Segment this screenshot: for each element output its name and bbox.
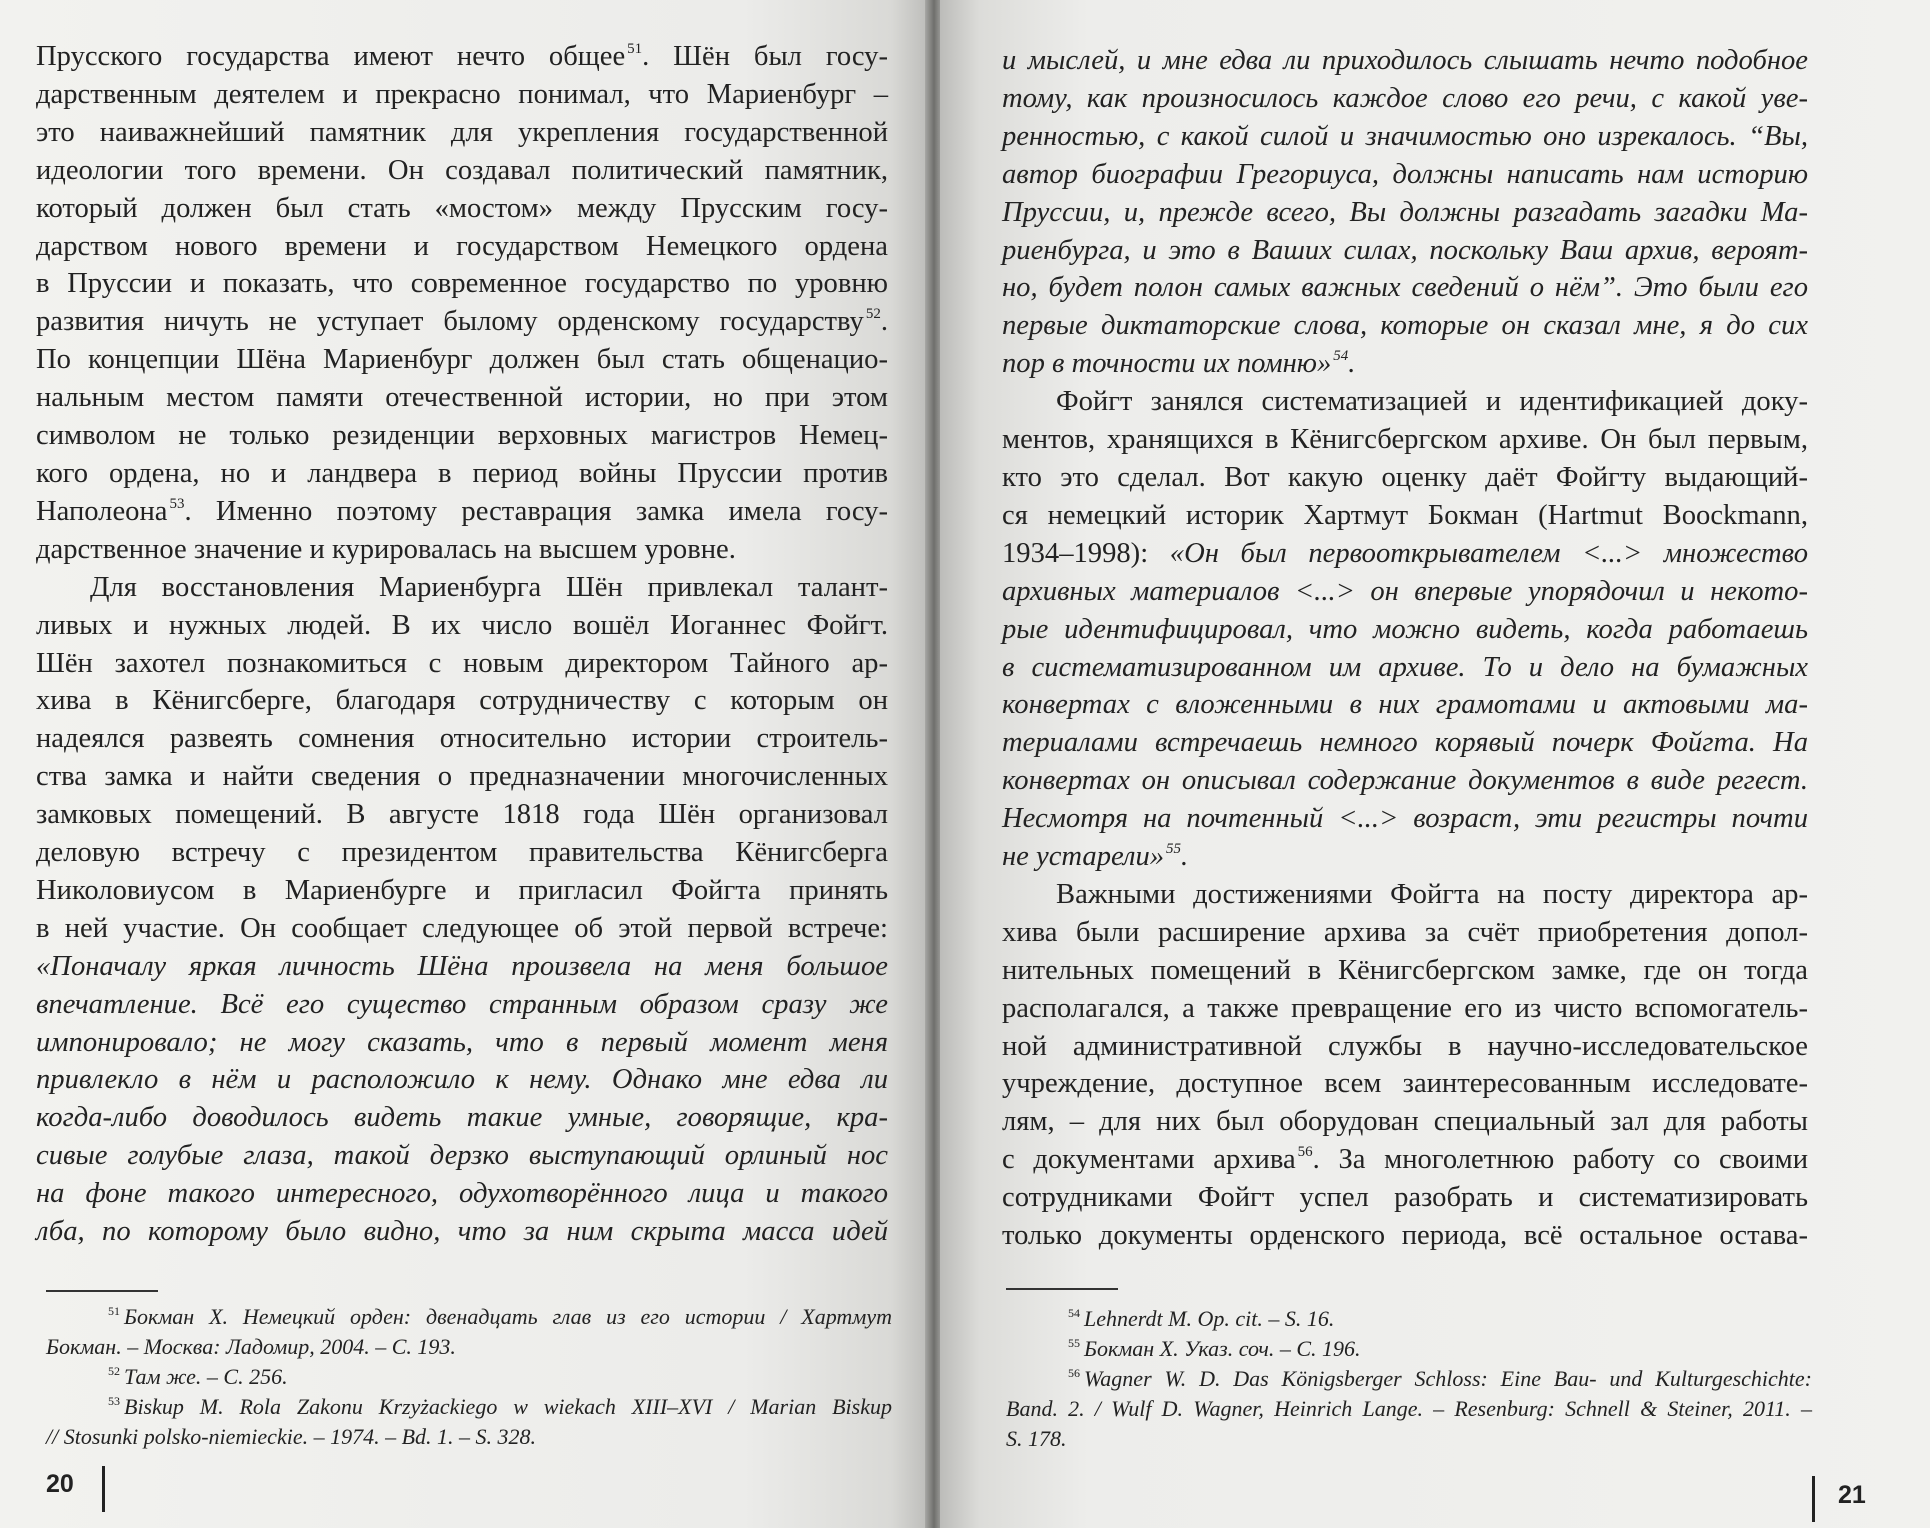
text-line bbox=[36, 76, 888, 114]
text-run: Wagner W. D. Das Königsberger Schloss: Eine Bau- und Kulturgeschichte: bbox=[1084, 1366, 1812, 1391]
text-run: Бокман Х. Немецкий орден: двенадцать глав из его истории / Хартмут bbox=[124, 1304, 892, 1329]
text-line bbox=[36, 114, 888, 152]
text-run: привлекло в нём и расположило к нему. Однако мне едва ли bbox=[36, 1064, 888, 1096]
right-footnotes bbox=[1006, 1304, 1812, 1454]
page-number: 21 bbox=[1838, 1481, 1866, 1509]
footnote-reference: 54 bbox=[1333, 348, 1349, 365]
footnote-rule bbox=[46, 1290, 158, 1292]
text-line bbox=[36, 531, 888, 569]
text-line bbox=[1002, 686, 1808, 724]
text-run: Прусского государства имеют нечто общее bbox=[36, 41, 626, 72]
text-run: Там же. – С. 256. bbox=[124, 1364, 288, 1389]
footnote-reference: 56 bbox=[1297, 1144, 1313, 1161]
text-line bbox=[36, 834, 888, 872]
text-run: и мыслей, и мне едва ли приходилось слышать нечто подобное bbox=[1002, 45, 1808, 76]
text-run: развития ничуть не уступает былому орденскому государству bbox=[36, 306, 864, 338]
text-run: Шён захотел познакомиться с новым директором Тайного ар- bbox=[36, 647, 888, 679]
text-run: Бокман. – Москва: Ладомир, 2004. – С. 193. bbox=[46, 1334, 456, 1359]
text-line bbox=[36, 796, 888, 834]
text-line bbox=[1002, 80, 1808, 118]
text-run: 1934–1998): bbox=[1002, 537, 1170, 569]
footnote-line bbox=[46, 1362, 892, 1392]
text-line bbox=[36, 38, 888, 76]
text-run: не устарели» bbox=[1002, 841, 1165, 873]
text-line bbox=[1002, 800, 1808, 838]
text-line bbox=[1002, 914, 1808, 952]
text-run: дарственным деятелем и прекрасно понимал, что Мариенбург – bbox=[36, 78, 888, 110]
text-line bbox=[1002, 573, 1808, 611]
text-run: . Шён был госу- bbox=[642, 41, 888, 72]
text-run: идеологии того времени. Он создавал политический памятник, bbox=[36, 154, 888, 186]
text-run: . Именно поэтому реставрация замка имела госу- bbox=[184, 495, 888, 527]
text-line bbox=[36, 1061, 888, 1099]
footnote-rule bbox=[1006, 1288, 1118, 1290]
text-line bbox=[1002, 952, 1808, 990]
footnote-marker: 56 bbox=[1068, 1366, 1080, 1380]
text-line bbox=[1002, 535, 1808, 573]
text-line bbox=[36, 493, 888, 531]
footnote-line bbox=[1006, 1304, 1812, 1334]
text-line bbox=[36, 228, 888, 266]
text-run: замковых помещений. В августе 1818 года Шён организовал bbox=[36, 799, 888, 831]
text-run: располагался, а также превращение его из чисто вспомогатель- bbox=[1002, 992, 1808, 1024]
text-run: дарственное значение и курировалась на высшем уровне. bbox=[36, 533, 736, 565]
text-run: который должен был стать «мостом» между Прусским госу- bbox=[36, 192, 888, 224]
text-run: впечатление. Всё его существо странным образом сразу же bbox=[36, 988, 888, 1020]
text-run: когда-либо доводилось видеть такие умные, говорящие, кра- bbox=[36, 1102, 888, 1134]
left-page bbox=[0, 0, 928, 1528]
text-run: дарством нового времени и государством Немецкого ордена bbox=[36, 230, 888, 262]
text-run: в ней участие. Он сообщает следующее об этой первой встрече: bbox=[36, 912, 888, 944]
text-run: это наиважнейший памятник для укрепления государственной bbox=[36, 116, 888, 148]
text-run: ства замка и найти сведения о предназначении многочисленных bbox=[36, 761, 888, 793]
right-body-text bbox=[1002, 42, 1808, 1255]
text-line bbox=[36, 948, 888, 986]
footnote-line bbox=[1006, 1334, 1812, 1364]
footnote-line bbox=[46, 1332, 892, 1362]
text-line bbox=[1002, 42, 1808, 80]
footnote-marker: 51 bbox=[108, 1304, 120, 1318]
text-line bbox=[36, 910, 888, 948]
text-run: конвертах с вложенными в них грамотами и актовыми ма- bbox=[1002, 689, 1808, 721]
text-run: ливых и нужных людей. В их число вошёл Иоганнес Фойгт. bbox=[36, 609, 888, 641]
text-line bbox=[1002, 1217, 1808, 1255]
text-line bbox=[36, 645, 888, 683]
text-line bbox=[36, 758, 888, 796]
text-line bbox=[1002, 876, 1808, 914]
text-run: лям, – для них был оборудован специальный зал для работы bbox=[1002, 1106, 1808, 1138]
text-run: ренностью, с какой силой и значимостью оно изрекалось. “Вы, bbox=[1002, 120, 1808, 152]
text-line bbox=[36, 417, 888, 455]
text-run: деловую встречу с президентом правительства Кёнигсберга bbox=[36, 837, 888, 869]
text-run: сивые голубые глаза, такой дерзко выступающий орлиный нос bbox=[36, 1140, 888, 1172]
text-run: хива в Кёнигсберге, благодаря сотрудничеству с которым он bbox=[36, 685, 888, 717]
text-line bbox=[1002, 1141, 1808, 1179]
text-line bbox=[36, 1137, 888, 1175]
text-run: . bbox=[1181, 841, 1189, 873]
text-line bbox=[36, 607, 888, 645]
text-line bbox=[36, 190, 888, 228]
text-run: риенбурга, и это в Ваших силах, поскольку Ваш архив, вероят- bbox=[1002, 234, 1808, 266]
footnote-line bbox=[46, 1392, 892, 1422]
text-line bbox=[36, 265, 888, 303]
text-line bbox=[36, 1175, 888, 1213]
footnote-line bbox=[1006, 1364, 1812, 1394]
text-line bbox=[36, 341, 888, 379]
text-run: первые диктаторские слова, которые он сказал мне, я до сих bbox=[1002, 310, 1808, 342]
text-run: Фойгт занялся систематизацией и идентификацией доку- bbox=[1056, 386, 1808, 418]
text-line bbox=[36, 1099, 888, 1137]
text-line bbox=[1002, 990, 1808, 1028]
text-run: символом не только резиденции верховных магистров Немец- bbox=[36, 420, 888, 452]
text-line bbox=[36, 379, 888, 417]
text-line bbox=[1002, 762, 1808, 800]
footnote-line bbox=[1006, 1424, 1812, 1454]
text-run: Lehnerdt M. Op. cit. – S. 16. bbox=[1084, 1306, 1335, 1331]
text-line bbox=[36, 1213, 888, 1251]
text-run: лба, по которому было видно, что за ним скрыта масса идей bbox=[36, 1216, 888, 1248]
text-line bbox=[1002, 307, 1808, 345]
footnote-marker: 53 bbox=[108, 1394, 120, 1408]
text-run: рые идентифицировал, что можно видеть, когда работаешь bbox=[1002, 613, 1808, 645]
text-line bbox=[1002, 232, 1808, 270]
text-line bbox=[1002, 345, 1808, 383]
footnote-line bbox=[1006, 1394, 1812, 1424]
text-line bbox=[36, 152, 888, 190]
text-line bbox=[1002, 194, 1808, 232]
text-line bbox=[1002, 1065, 1808, 1103]
text-line bbox=[36, 986, 888, 1024]
right-page bbox=[940, 0, 1930, 1528]
text-run: По концепции Шёна Мариенбург должен был стать общенацио- bbox=[36, 344, 888, 376]
footnote-reference: 51 bbox=[627, 41, 643, 57]
text-run: автор биографии Грегориуса, должны написать нам историю bbox=[1002, 158, 1808, 190]
text-run: конвертах он описывал содержание документов в виде регест. bbox=[1002, 765, 1808, 797]
text-run: «Поначалу яркая личность Шёна произвела на меня большое bbox=[36, 950, 888, 982]
text-run: нительных помещений в Кёнигсбергском замке, где он тогда bbox=[1002, 954, 1808, 986]
text-line bbox=[36, 872, 888, 910]
text-line bbox=[36, 1024, 888, 1062]
text-line bbox=[36, 720, 888, 758]
quote-run: «Он был первооткрывателем <...> множество bbox=[1169, 537, 1808, 569]
text-run: . bbox=[1348, 348, 1356, 380]
text-run: Николовиусом в Мариенбурге и пригласил Фойгта принять bbox=[36, 874, 888, 906]
text-line bbox=[1002, 497, 1808, 535]
text-run: архивных материалов <...> он впервые упорядочил и некото- bbox=[1002, 575, 1808, 607]
footnote-reference: 55 bbox=[1166, 841, 1182, 858]
text-run: Важными достижениями Фойгта на посту директора ар- bbox=[1056, 878, 1808, 910]
text-run: хива были расширение архива за счёт приобретения допол- bbox=[1002, 916, 1808, 948]
text-line bbox=[36, 455, 888, 493]
text-run: // Stosunki polsko-niemieckie. – 1974. – Bd. 1. – S. 328. bbox=[46, 1424, 537, 1449]
text-run: но, будет полон самых важных сведений о нём”. Это были его bbox=[1002, 272, 1808, 304]
footnote-reference: 53 bbox=[169, 495, 185, 512]
text-run: . За многолетнюю работу со своими bbox=[1312, 1144, 1808, 1176]
text-run: . bbox=[880, 306, 888, 338]
text-line bbox=[1002, 118, 1808, 156]
text-run: в Пруссии и показать, что современное государство по уровню bbox=[36, 268, 888, 300]
text-run: Несмотря на почтенный <...> возраст, эти регистры почти bbox=[1002, 803, 1808, 835]
text-run: ной административной службы в научно-исследовательское bbox=[1002, 1030, 1808, 1062]
text-line bbox=[1002, 459, 1808, 497]
text-run: кто это сделал. Вот какую оценку даёт Фойгту выдающий- bbox=[1002, 461, 1808, 493]
footnote-marker: 52 bbox=[108, 1364, 120, 1378]
text-run: в систематизированном им архиве. То и дело на бумажных bbox=[1002, 651, 1808, 683]
text-line bbox=[36, 303, 888, 341]
text-run: сотрудниками Фойгт успел разобрать и систематизировать bbox=[1002, 1182, 1808, 1214]
text-run: Band. 2. / Wulf D. Wagner, Heinrich Lange. – Resenburg: Schnell & Steiner, 2011. – bbox=[1006, 1396, 1812, 1421]
text-line bbox=[36, 682, 888, 720]
text-line bbox=[36, 569, 888, 607]
text-line bbox=[1002, 1028, 1808, 1066]
text-run: с документами архива bbox=[1002, 1144, 1296, 1176]
footnote-line bbox=[46, 1302, 892, 1332]
text-line bbox=[1002, 421, 1808, 459]
text-run: на фоне такого интересного, одухотворённого лица и такого bbox=[36, 1178, 888, 1210]
page-number: 20 bbox=[46, 1470, 74, 1498]
text-run: тому, как произносилось каждое слово его речи, с какой уве- bbox=[1002, 82, 1808, 114]
text-run: импонировало; не могу сказать, что в первый момент меня bbox=[36, 1026, 888, 1058]
text-line bbox=[1002, 269, 1808, 307]
footnote-marker: 55 bbox=[1068, 1336, 1080, 1350]
footnote-reference: 52 bbox=[865, 306, 881, 323]
footnote-marker: 54 bbox=[1068, 1306, 1080, 1320]
text-line bbox=[1002, 1103, 1808, 1141]
page-number-bar bbox=[102, 1466, 105, 1512]
text-run: териалами встречаешь немного корявый почерк Фойгта. На bbox=[1002, 727, 1808, 759]
text-run: S. 178. bbox=[1006, 1426, 1067, 1451]
text-run: кого ордена, но и ландвера в период войны Пруссии против bbox=[36, 457, 888, 489]
text-run: пор в точности их помню» bbox=[1002, 348, 1332, 380]
text-line bbox=[1002, 383, 1808, 421]
text-run: ментов, хранящихся в Кёнигсбергском архиве. Он был первым, bbox=[1002, 424, 1808, 456]
text-line bbox=[1002, 156, 1808, 194]
text-run: Бокман Х. Указ. соч. – С. 196. bbox=[1084, 1336, 1361, 1361]
text-run: только документы орденского периода, всё остальное остава- bbox=[1002, 1220, 1808, 1252]
footnote-line bbox=[46, 1422, 892, 1452]
text-run: Пруссии, и, прежде всего, Вы должны разгадать загадки Ма- bbox=[1002, 196, 1808, 228]
text-run: ся немецкий историк Хартмут Бокман (Hartmut Boockmann, bbox=[1002, 499, 1808, 531]
left-body-text bbox=[36, 38, 888, 1251]
text-run: Наполеона bbox=[36, 495, 168, 527]
text-run: учреждение, доступное всем заинтересованным исследовате- bbox=[1002, 1068, 1808, 1100]
text-run: Biskup M. Rola Zakonu Krzyżackiego w wiekach XIII–XVI / Marian Biskup bbox=[124, 1394, 892, 1419]
page-number-bar bbox=[1812, 1476, 1815, 1522]
left-footnotes bbox=[46, 1302, 892, 1452]
text-line bbox=[1002, 1179, 1808, 1217]
text-line bbox=[1002, 611, 1808, 649]
text-run: нальным местом памяти отечественной истории, но при этом bbox=[36, 382, 888, 414]
text-line bbox=[1002, 649, 1808, 687]
text-run: надеялся развеять сомнения относительно истории строитель- bbox=[36, 723, 888, 755]
text-line bbox=[1002, 724, 1808, 762]
text-line bbox=[1002, 838, 1808, 876]
text-run: Для восстановления Мариенбурга Шён привлекал талант- bbox=[90, 571, 888, 603]
